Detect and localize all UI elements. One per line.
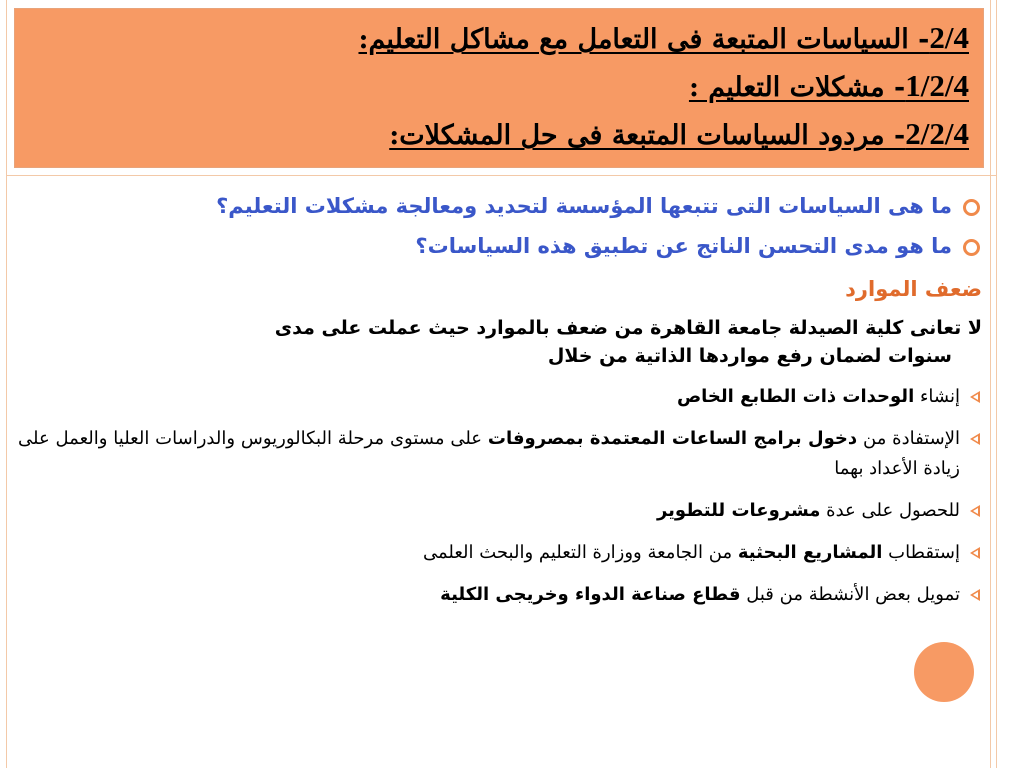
list-item-emphasis: مشروعات للتطوير bbox=[656, 500, 821, 521]
list-item-emphasis: دخول برامج الساعات المعتمدة بمصروفات bbox=[487, 428, 858, 449]
title-line-1-number: 2/4 bbox=[929, 20, 969, 55]
arrow-bullet-icon bbox=[970, 391, 980, 403]
circle-bullet-icon bbox=[963, 199, 980, 216]
question-text: ما هو مدى التحسن الناتج عن تطبيق هذه السياسات؟ bbox=[415, 234, 952, 258]
list-item-suffix: من الجامعة ووزارة التعليم والبحث العلمى bbox=[422, 542, 738, 563]
title-line-3-text: - مردود السياسات المتبعة فى حل المشكلات: bbox=[389, 120, 906, 151]
intro-paragraph-line-1: لا تعانى كلية الصيدلة جامعة القاهرة من ضعف بالموارد حيث عملت على مدى bbox=[274, 317, 982, 339]
title-line-2-number: 1/2/4 bbox=[905, 68, 969, 103]
list-item-suffix: على مستوى مرحلة البكالوريوس والدراسات العليا والعمل على زيادة الأعداد بهما bbox=[18, 428, 960, 479]
title-line-3 bbox=[29, 111, 969, 159]
frame-right-line-outer bbox=[996, 0, 997, 768]
list-item-prefix: إستقطاب bbox=[882, 542, 960, 563]
intro-paragraph-line-2: سنوات لضمان رفع مواردها الذاتية من خلال bbox=[547, 345, 952, 367]
list-item-prefix: تمويل بعض الأنشطة من قبل bbox=[740, 584, 960, 605]
title-line-2 bbox=[29, 63, 969, 111]
title-banner bbox=[14, 8, 984, 168]
title-line-3-number: 2/2/4 bbox=[905, 116, 969, 151]
list-item-emphasis: الوحدات ذات الطابع الخاص bbox=[676, 386, 915, 407]
slide-content bbox=[18, 186, 982, 610]
arrow-bullet-icon bbox=[970, 547, 980, 559]
question-item bbox=[18, 186, 982, 226]
title-line-1 bbox=[29, 15, 969, 63]
title-line-1-text: - السياسات المتبعة فى التعامل مع مشاكل التعليم: bbox=[358, 24, 930, 55]
question-item bbox=[18, 226, 982, 266]
decorative-circle bbox=[914, 642, 974, 702]
list-item bbox=[18, 538, 982, 568]
list-item bbox=[18, 382, 982, 412]
question-text: ما هى السياسات التى تتبعها المؤسسة لتحديد ومعالجة مشكلات التعليم؟ bbox=[216, 194, 952, 218]
intro-paragraph bbox=[18, 314, 982, 370]
list-item-prefix: للحصول على عدة bbox=[820, 500, 960, 521]
section-heading: ضعف الموارد bbox=[845, 277, 982, 301]
list-item-emphasis: قطاع صناعة الدواء وخريجى الكلية bbox=[440, 584, 741, 605]
list-item bbox=[18, 424, 982, 484]
frame-right-line bbox=[990, 0, 991, 768]
circle-bullet-icon bbox=[963, 239, 980, 256]
list-item bbox=[18, 496, 982, 526]
arrow-bullet-icon bbox=[970, 505, 980, 517]
list-item-prefix: إنشاء bbox=[914, 386, 960, 407]
arrow-bullet-icon bbox=[970, 433, 980, 445]
title-line-2-text: - مشكلات التعليم : bbox=[688, 72, 906, 103]
list-item-prefix: الإستفادة من bbox=[857, 428, 960, 449]
frame-left-line bbox=[6, 0, 7, 768]
list-item bbox=[18, 580, 982, 610]
list-item-emphasis: المشاريع البحثية bbox=[737, 542, 883, 563]
arrow-bullet-icon bbox=[970, 589, 980, 601]
frame-separator bbox=[6, 175, 996, 176]
